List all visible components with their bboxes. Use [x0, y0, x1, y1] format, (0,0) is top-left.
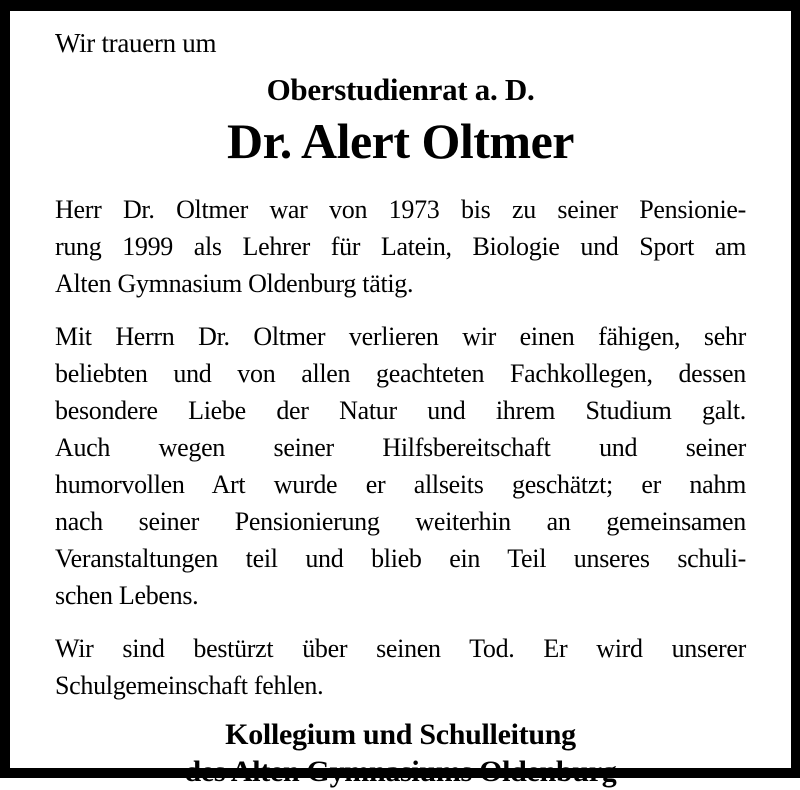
text-line: humorvollen Art wurde er allseits geschätzt; er nahm	[55, 470, 746, 499]
paragraph	[55, 630, 746, 704]
body-paragraphs	[55, 191, 746, 704]
text-line: beliebten und von allen geachteten Fachkollegen, dessen	[55, 359, 746, 388]
deceased-name: Dr. Alert Oltmer	[227, 113, 574, 169]
deceased-title: Oberstudienrat a. D.	[266, 72, 535, 107]
signature-line-1: Kollegium und Schulleitung	[225, 718, 576, 751]
intro-line: Wir trauern um	[55, 28, 217, 58]
obituary-notice	[10, 11, 791, 788]
text-line: schen Lebens.	[55, 581, 199, 610]
text-line: Alten Gymnasium Oldenburg tätig.	[55, 269, 414, 298]
paragraph	[55, 318, 746, 614]
paragraph	[55, 191, 746, 302]
text-line: rung 1999 als Lehrer für Latein, Biologie und Sport am	[55, 232, 746, 261]
text-line: besondere Liebe der Natur und ihrem Studium galt.	[55, 396, 746, 425]
text-line: Veranstaltungen teil und blieb ein Teil unseres schuli-	[55, 544, 746, 573]
signature-block	[55, 716, 746, 790]
text-line: nach seiner Pensionierung weiterhin an gemeinsamen	[55, 507, 746, 536]
text-line: Mit Herrn Dr. Oltmer verlieren wir einen fähigen, sehr	[55, 322, 746, 351]
text-line: Auch wegen seiner Hilfsbereitschaft und seiner	[55, 433, 746, 462]
text-line: Wir sind bestürzt über seinen Tod. Er wird unserer	[55, 634, 746, 663]
signature-line-2: des Alten Gymnasiums Oldenburg	[184, 755, 617, 788]
text-line: Herr Dr. Oltmer war von 1973 bis zu seiner Pensionie-	[55, 195, 746, 224]
text-line: Schulgemeinschaft fehlen.	[55, 671, 324, 700]
